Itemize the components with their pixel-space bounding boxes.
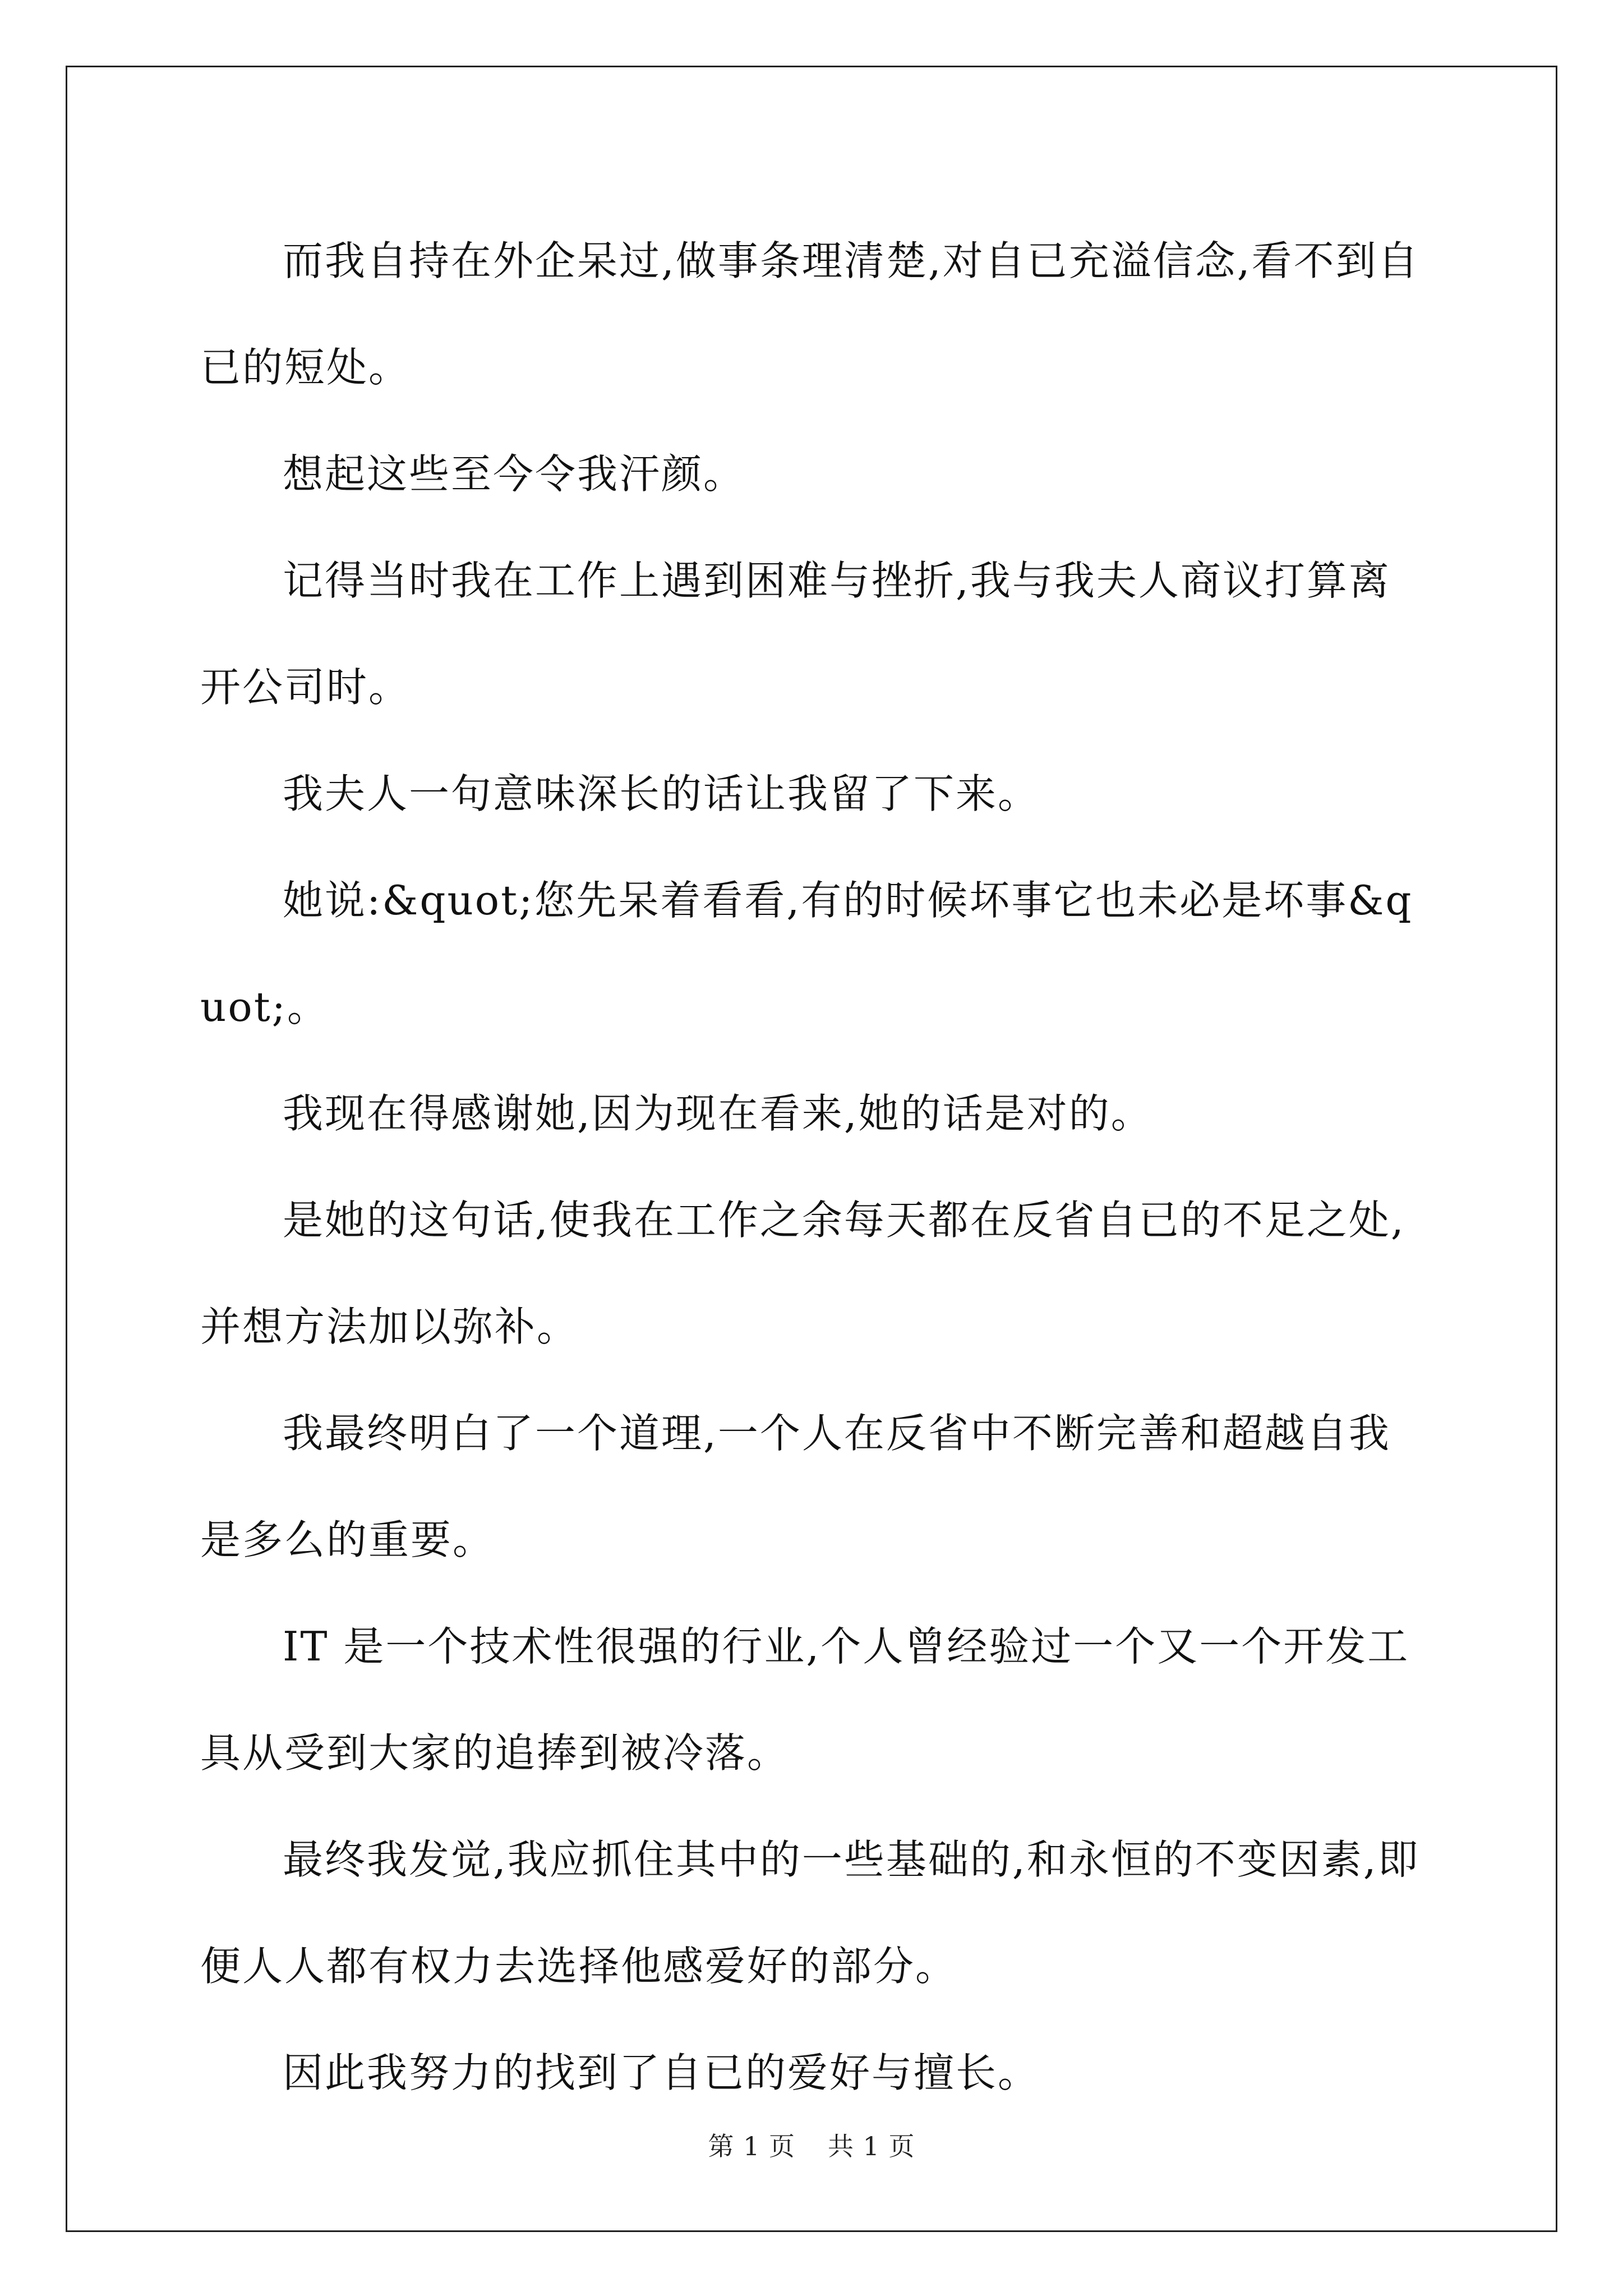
paragraph: 是她的这句话,使我在工作之余每天都在反省自已的不足之处,并想方法加以弥补。 [200, 1197, 1405, 1350]
page-footer [0, 2126, 1623, 2163]
page-number: 第 1 页 [708, 2131, 795, 2161]
paragraph: 最终我发觉,我应抓住其中的一些基础的,和永恒的不变因素,即便人人都有权力去选择他感爱好的部分。 [200, 1836, 1420, 1990]
paragraph: 我最终明白了一个道理,一个人在反省中不断完善和超越自我是多么的重要。 [200, 1410, 1391, 1563]
page-total: 共 1 页 [828, 2131, 915, 2161]
paragraph: 想起这些至今令我汗颜。 [283, 450, 746, 498]
paragraph: 而我自持在外企呆过,做事条理清楚,对自已充溢信念,看不到自已的短处。 [200, 237, 1420, 391]
paragraph: 记得当时我在工作上遇到困难与挫折,我与我夫人商议打算离开公司时。 [200, 557, 1391, 711]
paragraph: 我现在得感谢她,因为现在看来,她的话是对的。 [283, 1090, 1153, 1137]
paragraph: 我夫人一句意味深长的话让我留了下来。 [283, 770, 1040, 817]
paragraph: IT 是一个技术性很强的行业,个人曾经验过一个又一个开发工具从受到大家的追捧到被冷落。 [200, 1623, 1410, 1777]
document-body [200, 208, 1428, 2126]
paragraph: 因此我努力的找到了自已的爱好与擅长。 [283, 2049, 1040, 2096]
paragraph: 她说:&quot;您先呆着看看,有的时候坏事它也未必是坏事&quot;。 [200, 877, 1413, 1030]
